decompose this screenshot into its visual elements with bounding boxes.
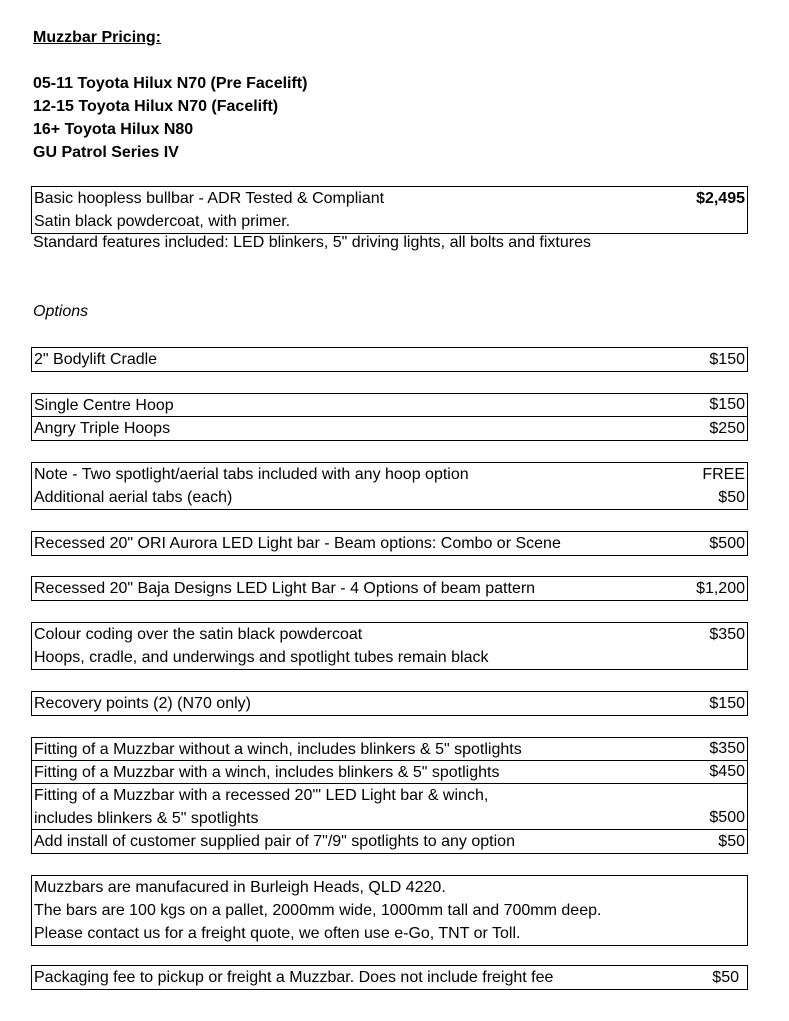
basic-bullbar-finish-row	[32, 210, 747, 233]
option-label: includes blinkers & 5" spotlights	[34, 810, 259, 827]
vehicle-model: 05-11 Toyota Hilux N70 (Pre Facelift)	[33, 75, 308, 92]
bodylift-box	[31, 347, 748, 372]
option-price: $350	[709, 626, 745, 643]
option-label: Add install of customer supplied pair of 7"/9" spotlights to any option	[34, 833, 515, 850]
tabs-box	[31, 462, 748, 510]
option-label: Colour coding over the satin black powdercoat	[34, 626, 363, 643]
option-price: $50	[712, 969, 739, 986]
info-row	[32, 922, 747, 945]
info-row	[32, 899, 747, 922]
manufacture-info-box	[31, 875, 748, 946]
standard-features: Standard features included: LED blinkers, 5" driving lights, all bolts and fixtures	[33, 234, 591, 251]
basic-bullbar-label: Basic hoopless bullbar - ADR Tested & Compliant	[34, 190, 385, 207]
tabs-row	[32, 486, 747, 509]
option-label: Packaging fee to pickup or freight a Muzzbar. Does not include freight fee	[34, 969, 554, 986]
option-note: Hoops, cradle, and underwings and spotlight tubes remain black	[34, 649, 489, 666]
option-price: $250	[709, 420, 745, 437]
vehicle-model: 16+ Toyota Hilux N80	[33, 121, 194, 138]
hoop-row	[32, 394, 747, 417]
basic-bullbar-row	[32, 187, 747, 210]
option-label: Single Centre Hoop	[34, 397, 174, 414]
info-text: Muzzbars are manufacured in Burleigh Heads, QLD 4220.	[34, 879, 446, 896]
bodylift-row	[32, 348, 747, 371]
ori-lightbar-row	[32, 532, 747, 555]
option-price: $50	[718, 833, 745, 850]
basic-bullbar-price: $2,495	[696, 190, 745, 207]
info-text: The bars are 100 kgs on a pallet, 2000mm wide, 1000mm tall and 700mm deep.	[34, 902, 602, 919]
baja-lightbar-row	[32, 577, 747, 600]
info-text: Please contact us for a freight quote, we often use e-Go, TNT or Toll.	[34, 925, 521, 942]
option-label: Fitting of a Muzzbar without a winch, includes blinkers & 5" spotlights	[34, 741, 522, 758]
option-price: $350	[709, 740, 745, 757]
option-price: $500	[709, 809, 745, 826]
fitting-row	[32, 761, 747, 784]
option-label: 2" Bodylift Cradle	[34, 351, 158, 368]
colour-coding-note-row	[32, 646, 747, 669]
hoops-box	[31, 393, 748, 441]
option-label: Angry Triple Hoops	[34, 420, 171, 437]
packaging-row	[32, 966, 747, 989]
basic-bullbar-box	[31, 186, 748, 234]
vehicle-model: 12-15 Toyota Hilux N70 (Facelift)	[33, 98, 279, 115]
option-price: $150	[709, 396, 745, 413]
vehicle-model: GU Patrol Series IV	[33, 144, 179, 161]
info-row	[32, 876, 747, 899]
option-label: Recovery points (2) (N70 only)	[34, 695, 251, 712]
page-title: Muzzbar Pricing:	[33, 29, 162, 46]
option-price: $500	[709, 535, 745, 552]
option-price: $450	[709, 763, 745, 780]
option-price: $50	[718, 489, 745, 506]
option-label: Note - Two spotlight/aerial tabs included with any hoop option	[34, 466, 469, 483]
packaging-box	[31, 965, 748, 990]
recovery-points-box	[31, 691, 748, 716]
fitting-row	[32, 784, 747, 830]
option-label: Recessed 20" Baja Designs LED Light Bar - 4 Options of beam pattern	[34, 580, 536, 597]
options-heading: Options	[33, 303, 89, 320]
option-label: Fitting of a Muzzbar with a recessed 20'" LED Light bar & winch,	[34, 787, 489, 804]
option-price: $150	[709, 695, 745, 712]
fitting-row	[32, 738, 747, 761]
recovery-points-row	[32, 692, 747, 715]
hoop-row	[32, 417, 747, 440]
basic-bullbar-finish: Satin black powdercoat, with primer.	[34, 213, 291, 230]
option-label: Fitting of a Muzzbar with a winch, includes blinkers & 5" spotlights	[34, 764, 500, 781]
option-price: FREE	[702, 466, 745, 483]
baja-lightbar-box	[31, 576, 748, 601]
tabs-row	[32, 463, 747, 486]
ori-lightbar-box	[31, 531, 748, 556]
option-price: $1,200	[696, 580, 745, 597]
fitting-row	[32, 830, 747, 853]
option-label: Recessed 20" ORI Aurora LED Light bar - Beam options: Combo or Scene	[34, 535, 561, 552]
option-label: Additional aerial tabs (each)	[34, 489, 233, 506]
vehicle-model-list	[33, 72, 307, 164]
fitting-box	[31, 737, 748, 854]
colour-coding-row	[32, 623, 747, 646]
colour-coding-box	[31, 622, 748, 670]
option-price: $150	[709, 351, 745, 368]
